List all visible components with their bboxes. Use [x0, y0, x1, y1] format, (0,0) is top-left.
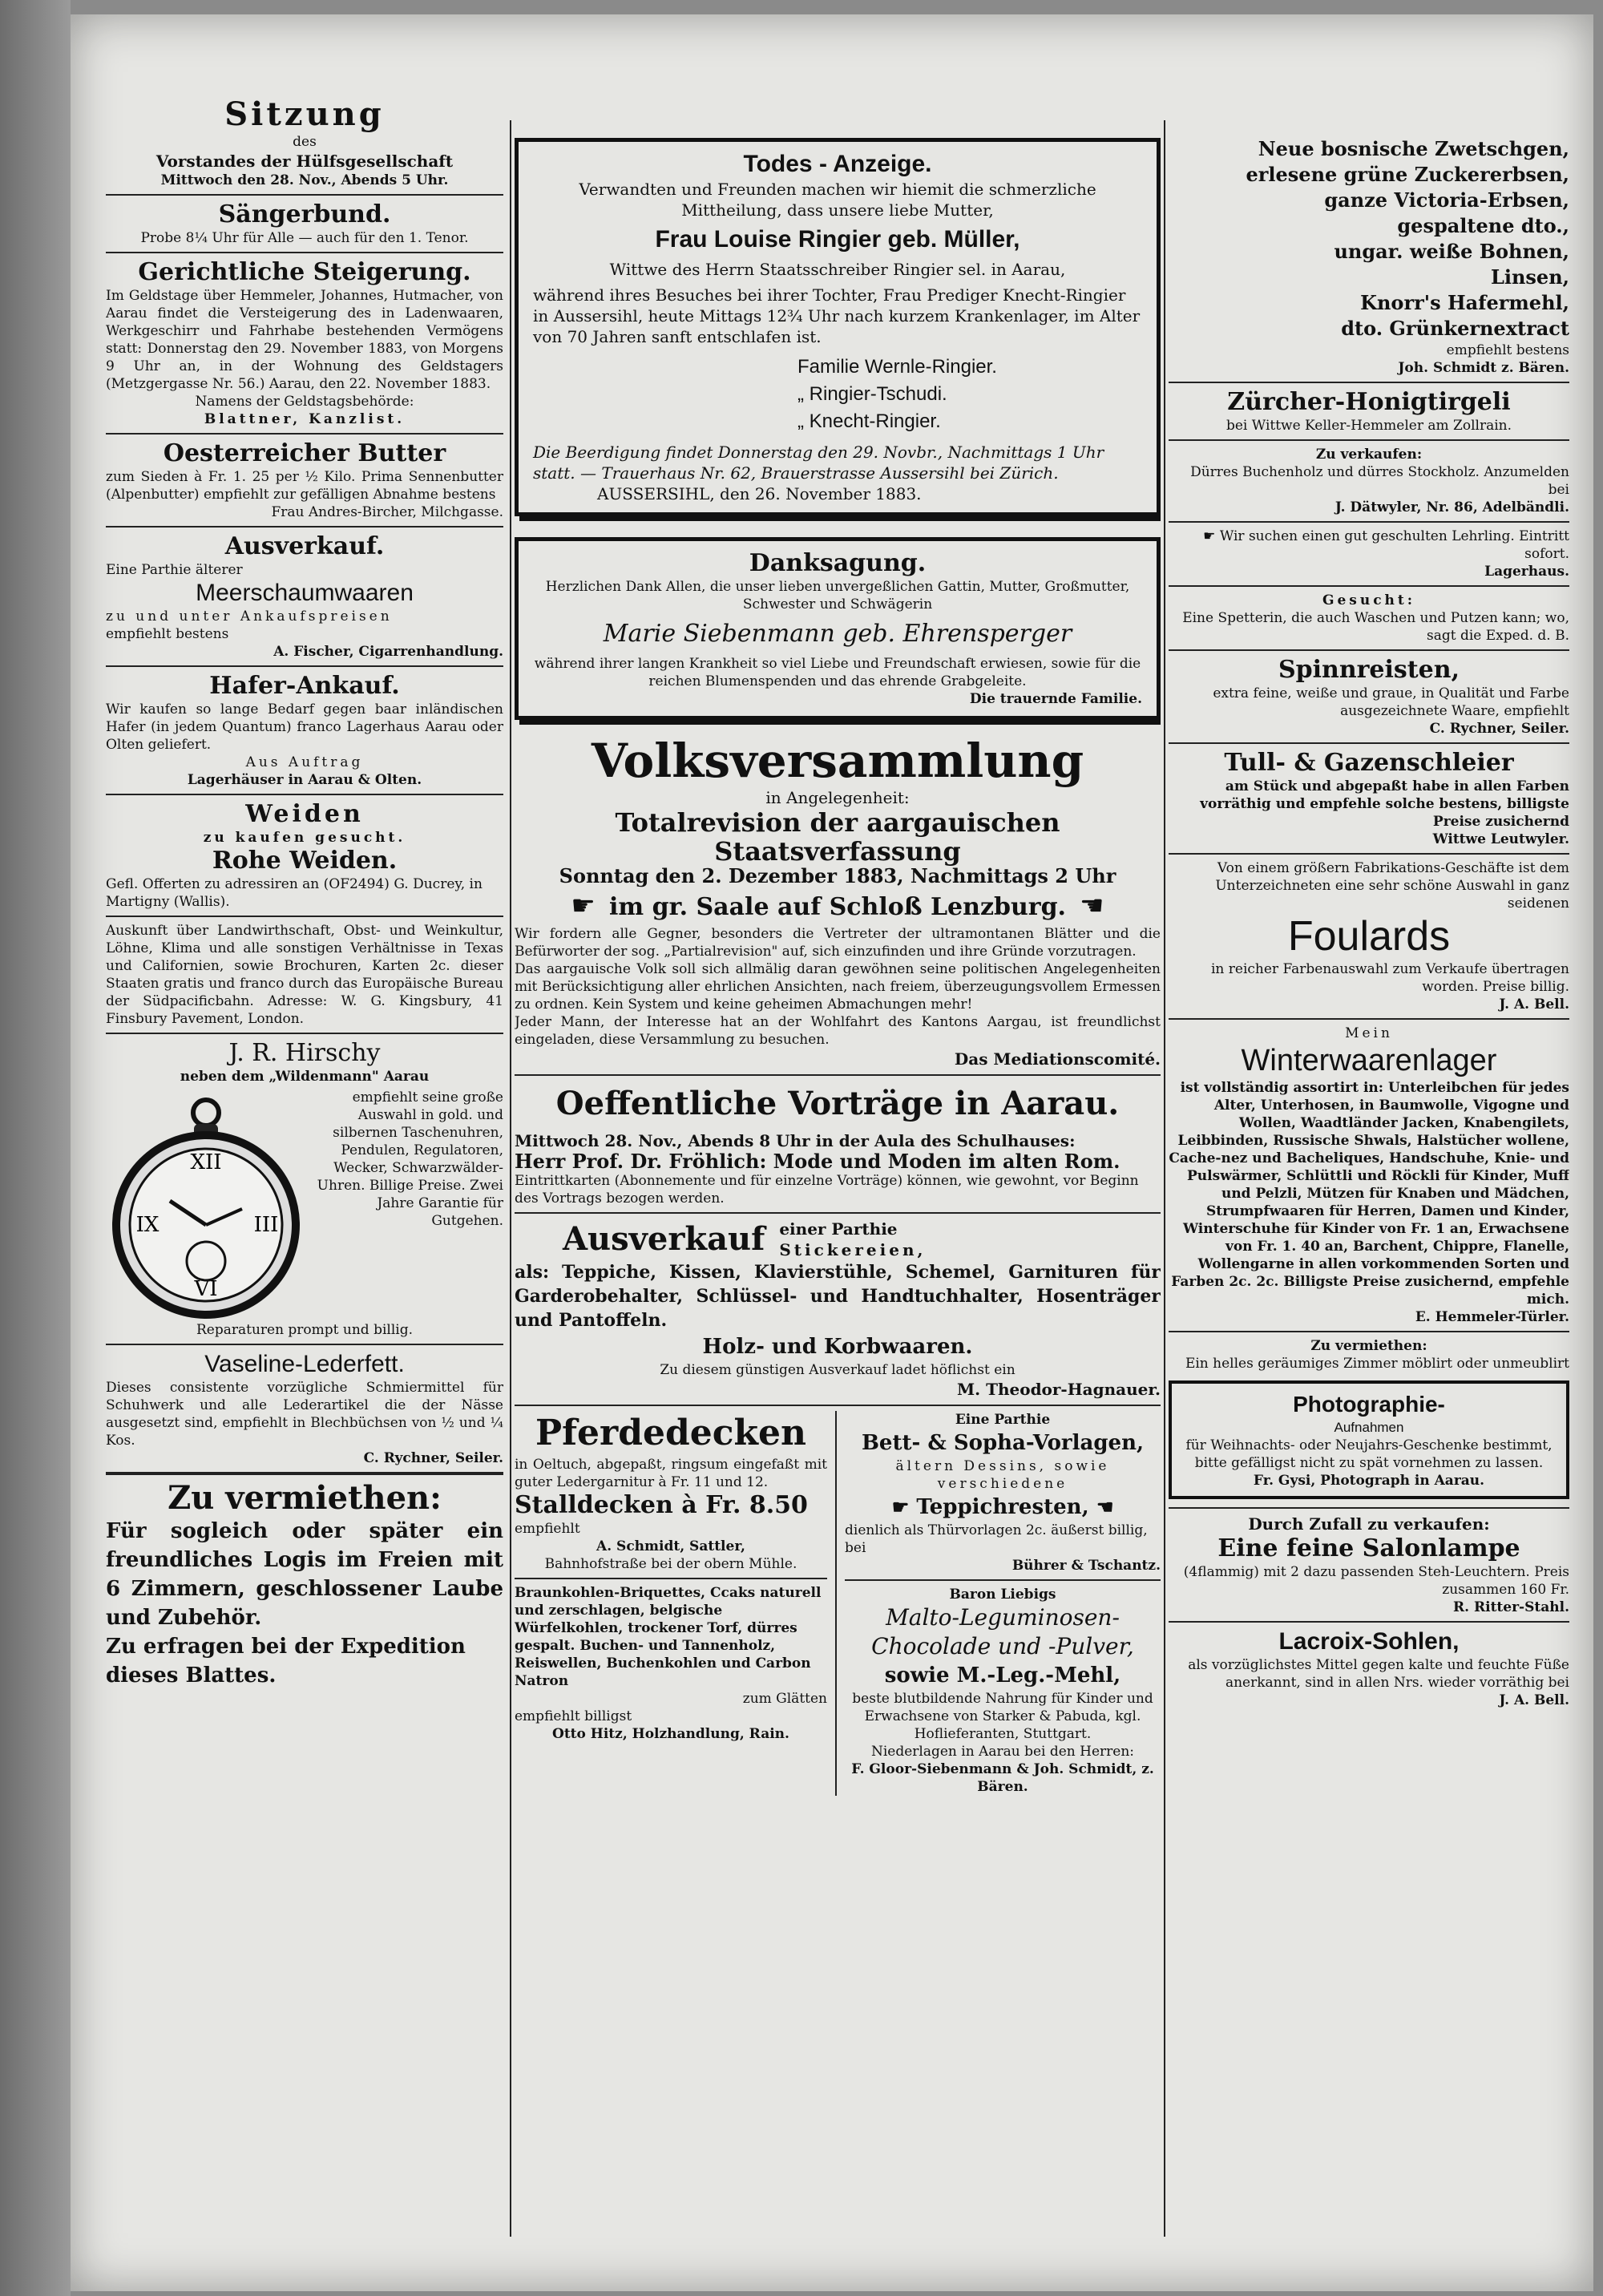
verkaufen-sig: J. Dätwyler, Nr. 86, Adelbändli. [1334, 499, 1569, 515]
gesucht-text: Eine Spetterin, die auch Waschen und Putzen kann; wo, sagt die Exped. d. B. [1182, 610, 1569, 644]
scan-left-edge [0, 0, 71, 2296]
pferde-line1: empfiehlt [515, 1521, 580, 1537]
todes-name: Frau Louise Ringier geb. Müller, [655, 226, 1020, 253]
steigerung-text: Im Geldstage über Hemmeler, Johannes, Hutmacher, von Aarau findet die Versteigerung des in Ladenwaaren, Werkgeschirr und Fahrhabe bestehenden Vermögens statt: Donnerstag den 29. November 1883, von Morgens 9 Uhr an, in der Wohnung des Geldstagers (Metzgergasse Nr. 56.) Aarau, den 22. November 1883. [106, 288, 503, 392]
pocket-watch-icon [106, 1089, 306, 1321]
zimmer-text: Ein helles geräumiges Zimmer möblirt oder unmeublirt [1185, 1356, 1569, 1372]
pferde-ad [515, 1411, 827, 1796]
pferde-text: in Oeltuch, abgepaßt, ringsum eingefaßt mit guter Ledergarnitur à Fr. 11 und 12. [515, 1457, 827, 1490]
hafer-text: Wir kaufen so lange Bedarf gegen baar inländischen Hafer (in jedem Quantum) franco Lagerhaus Aarau oder Olten geliefert. [106, 701, 503, 753]
todes-body: während ihres Besuches bei ihrer Tochter, Frau Prediger Knecht-Ringier in Aussersihl, heute Mittags 12¾ Uhr nach kurzem Krankenlager, im Alter von 70 Jahren sanft entschlafen ist. [533, 285, 1141, 346]
zwetschgen-line1: Neue bosnische Zwetschgen, [1258, 137, 1569, 160]
photo-ad [1169, 1380, 1569, 1499]
hafer-title: Hafer-Ankauf. [209, 672, 400, 700]
vermiethen-text: Für sogleich oder später ein freundliches Logis im Freien mit 6 Zimmern, geschlossener Laube und Zubehör. [106, 1519, 503, 1630]
right-column [1169, 96, 1569, 1709]
steigerung-title: Gerichtliche Steigerung. [138, 258, 471, 286]
weiden-title: Weiden [245, 800, 364, 828]
vortraege-title: Oeffentliche Vorträge in Aarau. [555, 1085, 1120, 1122]
vaseline-title: Vaseline-Lederfett. [204, 1351, 405, 1377]
ausverkauf-sig: A. Fischer, Cigarrenhandlung. [273, 644, 503, 660]
hirschy-text: empfiehlt seine große Auswahl in gold. und silbernen Taschenuhren, Pendulen, Regulatoren, Wecker, Schwarzwälder-Uhren. Billige Preise. Zwei Jahre Garantie für Gutgehen. [317, 1089, 503, 1229]
dank-name: Marie Siebenmann geb. Ehrensperger [603, 620, 1072, 648]
svg-text:VI: VI [194, 1277, 218, 1301]
ausverkauf2-line3: Zu diesem günstigen Ausverkauf ladet höflichst ein [660, 1362, 1016, 1378]
winter-title: Winterwaarenlager [1241, 1044, 1497, 1077]
svg-text:III: III [253, 1213, 279, 1237]
kohlen-glaetten: zum Glätten [742, 1691, 827, 1707]
tull-sig: Wittwe Leutwyler. [1432, 831, 1569, 847]
todes-anzeige [515, 138, 1161, 516]
sitzung-line1: des [293, 134, 317, 150]
spinn-text: extra feine, weiße und graue, in Qualität und Farbe ausgezeichnete Waare, empfiehlt [1213, 685, 1569, 719]
pferde-sig: A. Schmidt, Sattler, [596, 1538, 745, 1554]
stalldecken-price: à Fr. 8.50 [681, 1491, 808, 1519]
bett-sig: Bührer & Tschantz. [1011, 1558, 1161, 1574]
photo-sig: Fr. Gysi, Photograph in Aarau. [1253, 1473, 1485, 1489]
foulards-text2: in reicher Farbenauswahl zum Verkaufe übertragen worden. Preise billig. [1210, 961, 1569, 995]
butter-sig: Frau Andres-Bircher, Milchgasse. [271, 504, 503, 520]
vermiethen-title: Zu vermiethen: [168, 1479, 442, 1517]
winter-line0: Mein [1345, 1025, 1393, 1041]
malto-line0: Baron Liebigs [949, 1587, 1056, 1603]
todes-family1: Familie Wernle-Ringier. [797, 356, 997, 378]
volk-sig: Das Mediationscomité. [954, 1049, 1161, 1069]
dank-body: während ihrer langen Krankheit so viel Liebe und Freundschaft erwiesen, sowie für die reichen Blumenspenden und das ehrende Grabgeleite. [534, 656, 1141, 689]
bett-line1: ältern Dessins, sowie verschiedene [895, 1458, 1110, 1492]
todes-family3: „ Knecht-Ringier. [797, 410, 941, 432]
volk-line4: im gr. Saale auf Schloß Lenzburg. [609, 893, 1066, 921]
dank-sig: Die trauernde Familie. [969, 691, 1142, 707]
zwetschgen-line7: Knorr's Hafermehl, [1360, 291, 1569, 314]
stalldecken-title: Stalldecken [515, 1491, 673, 1519]
lacroix-sig: J. A. Bell. [1499, 1692, 1569, 1708]
pointing-hand-icon: ☛ [1080, 890, 1104, 922]
sitzung-line3: Mittwoch den 28. Nov., Abends 5 Uhr. [160, 172, 449, 188]
malto-title: Malto-Leguminosen-Chocolade und -Pulver, [871, 1604, 1134, 1659]
foulards-text: Von einem größern Fabrikations-Geschäfte ist dem Unterzeichneten eine sehr schöne Auswahl in ganz seidenen [1215, 860, 1569, 912]
pferde-title: Pferdedecken [535, 1413, 806, 1453]
rohe-weiden-title: Rohe Weiden. [212, 847, 398, 875]
middle-column [515, 96, 1161, 1796]
malto-text: beste blutbildende Nahrung für Kinder und Erwachsene von Starker & Pabuda, kgl. Hoflieferanten, Stuttgart. [852, 1691, 1153, 1742]
spinn-sig: C. Rychner, Seiler. [1429, 721, 1569, 737]
vortraege-line2: Herr Prof. Dr. Fröhlich: Mode und Moden im alten Rom. [515, 1150, 1120, 1173]
volk-line2: Totalrevision der aargauischen Staatsverfassung [615, 807, 1060, 867]
ausverkauf2-side1: einer Parthie [779, 1219, 898, 1239]
photo-title: Photographie- [1293, 1392, 1445, 1417]
zwetschgen-line3: ganze Victoria-Erbsen, [1324, 188, 1569, 212]
bett-line2: dienlich als Thürvorlagen 2c. äußerst billig, bei [845, 1522, 1148, 1556]
winter-sig: E. Hemmeler-Türler. [1415, 1309, 1569, 1325]
saengerbund-text: Probe 8¼ Uhr für Alle — auch für den 1. Tenor. [140, 230, 469, 246]
column-rule-right [1164, 120, 1165, 2237]
ausverkauf2-body: als: Teppiche, Kissen, Klavierstühle, Schemel, Garnituren für Garderobehalter, Schlüssel- und Handtuchhalter, Hosenträger und Pantoffeln. [515, 1262, 1161, 1331]
ausverkauf-title: Ausverkauf. [224, 532, 385, 560]
left-column [106, 96, 503, 1690]
lehrling-sig: Lagerhaus. [1484, 564, 1569, 580]
todes-funeral: Die Beerdigung findet Donnerstag den 29. Novbr., Nachmittags 1 Uhr statt. — Trauerhaus Nr. 62, Brauerstrasse Aussersihl bei Zürich. [533, 443, 1104, 483]
bett-line0: Eine Parthie [955, 1412, 1051, 1428]
winter-text: ist vollständig assortirt in: Unterleibchen für jedes Alter, Unterhosen, in Baumwolle, Vigogne und Wollen, Waadtländer Jacken, Knabengilets, Leibbinden, Russische Shwals, Halstücher wollene, Cache-nez und Bacheliques, Handschuhe, Knie- und Pulswärmer, Schlüttli und Röckli für Kinder, Muff und Pelzli, Mützen für Knaben und Mädchen, Strumpfwaaren für Herren, Damen und Kinder, Winterschuhe für Kinder von Fr. 1 an, Erwachsene von Fr. 1. 40 an, Barchent, Chippre, Flanelle, Wollengarne in allen vorkommenden Sorten und Farben 2c. 2c. Billigste Preise zusichernd, empfehle mich. [1169, 1080, 1569, 1308]
dank-intro: Herzlichen Dank Allen, die unser lieben unvergeßlichen Gattin, Mutter, Großmutter, Schwester und Schwägerin [545, 579, 1130, 612]
ausverkauf2-sig: M. Theodor-Hagnauer. [957, 1380, 1161, 1399]
malto-line2: Niederlagen in Aarau bei den Herren: [870, 1744, 1135, 1760]
tull-title: Tull- & Gazenschleier [1224, 749, 1514, 777]
zwetschgen-line5: ungar. weiße Bohnen, [1334, 240, 1569, 263]
volk-title: Volksversammlung [591, 734, 1084, 788]
lehrling-text: Wir suchen einen gut geschulten Lehrling. Eintritt sofort. [1219, 528, 1569, 562]
lacroix-title: Lacroix-Sohlen, [1278, 1628, 1460, 1655]
zimmer-title: Zu vermiethen: [1310, 1338, 1427, 1354]
salon-line0: Durch Zufall zu verkaufen: [1248, 1514, 1490, 1534]
bett-title2: Teppichresten, [916, 1495, 1089, 1519]
dank-title: Danksagung. [749, 549, 927, 577]
saengerbund-title: Sängerbund. [218, 200, 391, 228]
vaseline-sig: C. Rychner, Seiler. [363, 1450, 503, 1466]
volk-p3: Jeder Mann, der Interesse hat an der Wohlfahrt des Kantons Aargau, ist freundlichst eingeladen, diese Versammlung zu besuchen. [515, 1014, 1161, 1048]
malto-sig: F. Gloor-Siebenmann & Joh. Schmidt, z. Bären. [851, 1761, 1154, 1795]
sitzung-title: Sitzung [224, 96, 385, 133]
lacroix-text: als vorzüglichstes Mittel gegen kalte und feuchte Füße anerkannt, sind in allen Nrs. wieder vorräthig bei [1188, 1657, 1569, 1691]
ausverkauf-line2: zu und unter Ankaufspreisen [106, 608, 393, 625]
vaseline-text: Dieses consistente vorzügliche Schmiermittel für Schuhwerk und alle Lederartikel die der Nässe ausgesetzt sind, empfiehlt in Blechbüchsen von ½ und ¼ Kos. [106, 1380, 503, 1449]
salon-text: (4flammig) mit 2 dazu passenden Steh-Leuchtern. Preis zusammen 160 Fr. [1183, 1564, 1569, 1598]
todes-intro: Verwandten und Freunden machen wir hiemit die schmerzliche Mittheilung, dass unsere liebe Mutter, [579, 180, 1096, 220]
kohlen-line1: empfiehlt billigst [515, 1708, 632, 1724]
hirschy-line1: neben dem „Wildenmann" Aarau [180, 1069, 430, 1085]
verkaufen-title: Zu verkaufen: [1315, 447, 1423, 463]
steigerung-sig1: Namens der Geldstagsbehörde: [195, 394, 414, 410]
malto-title2: sowie M.-Leg.-Mehl, [884, 1663, 1121, 1688]
svg-text:XII: XII [190, 1150, 222, 1174]
zwetschgen-sig: Joh. Schmidt z. Bären. [1398, 360, 1569, 376]
butter-title: Oesterreicher Butter [163, 439, 446, 467]
zuercher-title: Zürcher-Honigtirgeli [1227, 388, 1511, 416]
zuercher-text: bei Wittwe Keller-Hemmeler am Zollrain. [1225, 418, 1512, 434]
meerschaum-title: Meerschaumwaaren [196, 580, 414, 606]
hafer-line1: Aus Auftrag [245, 754, 364, 770]
photo-sub: Aufnahmen [1334, 1420, 1404, 1435]
todes-family2: „ Ringier-Tschudi. [797, 383, 947, 405]
hafer-sig: Lagerhäuser in Aarau & Olten. [187, 772, 422, 788]
pointing-hand-icon: ☛ [571, 890, 596, 922]
kohlen-text: Braunkohlen-Briquettes, Ccaks naturell und zerschlagen, belgische Würfelkohlen, trockener Torf, dürres gespalt. Buchen- und Tannenholz, Reiswellen, Buchenkohlen und Carbon Natron [515, 1585, 822, 1689]
bett-ad [845, 1411, 1161, 1796]
hirschy-line2: Reparaturen prompt und billig. [196, 1322, 414, 1338]
ausverkauf2-title: Ausverkauf [563, 1220, 765, 1258]
weiden-line1: zu kaufen gesucht. [203, 830, 406, 846]
salon-title: Eine feine Salonlampe [1217, 1534, 1520, 1562]
zwetschgen-line9: empfiehlt bestens [1446, 342, 1569, 358]
volk-line3: Sonntag den 2. Dezember 1883, Nachmittags 2 Uhr [559, 864, 1116, 887]
salon-sig: R. Ritter-Stahl. [1453, 1599, 1569, 1615]
sitzung-line2: Vorstandes der Hülfsgesellschaft [155, 152, 454, 171]
weiden-text: Gefl. Offerten zu adressiren an (OF2494) G. Ducrey, in Martigny (Wallis). [106, 876, 483, 910]
pointing-hand-icon: ☛ [1203, 528, 1216, 544]
photo-text: für Weihnachts- oder Neujahrs-Geschenke bestimmt, bitte gefälligst nicht zu spät vornehmen zu lassen. [1185, 1437, 1553, 1471]
vermiethen-text2: Zu erfragen bei der Expedition dieses Blattes. [106, 1635, 466, 1688]
auskunft-text: Auskunft über Landwirthschaft, Obst- und Weinkultur, Löhne, Klima und alle sonstigen Verhältnisse in Texas und Californien, sowie Brochuren, Karten 2c. dieser Staaten gratis und franco durch das Europäische Bureau der Südpacificbahn. Adresse: W. G. Kingsbury, 41 Finsbury Pavement, London. [106, 923, 503, 1027]
tull-text: am Stück und abgepaßt habe in allen Farben vorräthig und empfehle solche bestens, billigste Preise zusichernd [1200, 778, 1569, 830]
todes-date: AUSSERSIHL, den 26. November 1883. [597, 484, 922, 503]
bett-title: Bett- & Sopha-Vorlagen, [861, 1431, 1145, 1455]
verkaufen-text: Dürres Buchenholz und dürres Stockholz. Anzumelden bei [1190, 464, 1569, 498]
volk-p2: Das aargauische Volk soll sich allmälig daran gewöhnen seine politischen Angelegenheiten mit Berücksichtigung aller ehrlichen Ansichten, nach freiem, überzeugungsvollem Ermessen zu ordnen. Kein System und keine geheimen Abmachungen mehr! [515, 961, 1161, 1013]
danksagung [515, 537, 1161, 720]
zwetschgen-line8: dto. Grünkernextract [1341, 317, 1569, 340]
zwetschgen-line4: gespaltene dto., [1397, 214, 1569, 237]
volk-line1: in Angelegenheit: [765, 788, 910, 807]
pointing-hand-icon: ☛ [891, 1495, 910, 1518]
todes-title: Todes - Anzeige. [743, 151, 932, 177]
hirschy-name: J. R. Hirschy [228, 1039, 381, 1067]
zwetschgen-line6: Linsen, [1490, 265, 1569, 289]
pferde-sig2: Bahnhofstraße bei der obern Mühle. [544, 1556, 797, 1572]
gesucht-title: Gesucht: [1322, 592, 1416, 608]
foulards-sig: J. A. Bell. [1499, 996, 1569, 1013]
ausverkauf2-line2: Holz- und Korbwaaren. [702, 1335, 973, 1359]
spinn-title: Spinnreisten, [1278, 656, 1460, 684]
kohlen-sig: Otto Hitz, Holzhandlung, Rain. [552, 1726, 789, 1742]
steigerung-sig2: Blattner, Kanzlist. [204, 411, 406, 427]
ausverkauf-line3: empfiehlt bestens [106, 626, 229, 642]
todes-sub: Wittwe des Herrn Staatsschreiber Ringier sel. in Aarau, [609, 260, 1066, 279]
butter-text: zum Sieden à Fr. 1. 25 per ½ Kilo. Prima Sennenbutter (Alpenbutter) empfiehlt zur gefälligen Abnahme bestens [106, 469, 503, 503]
vortraege-line1: Mittwoch 28. Nov., Abends 8 Uhr in der Aula des Schulhauses: [515, 1131, 1076, 1150]
pointing-hand-icon: ☛ [1096, 1495, 1114, 1518]
svg-text:IX: IX [135, 1213, 159, 1237]
zwetschgen-line2: erlesene grüne Zuckererbsen, [1246, 163, 1569, 186]
volk-p1: Wir fordern alle Gegner, besonders die Vertreter der ultramontanen Blätter und die Befürworter der sog. „Partialrevision" auf, sich einzufinden und ihre Gründe vorzutragen. [515, 926, 1161, 960]
vortraege-line3: Eintrittkarten (Abonnemente und für einzelne Vorträge) können, wie gewohnt, vor Beginn des Vortrags bezogen werden. [515, 1173, 1139, 1207]
ausverkauf2-side2: Stickereien, [779, 1240, 927, 1259]
foulards-title: Foulards [1287, 913, 1451, 960]
ausverkauf-line1: Eine Parthie älterer [106, 562, 243, 578]
column-rule-left [510, 120, 511, 2237]
